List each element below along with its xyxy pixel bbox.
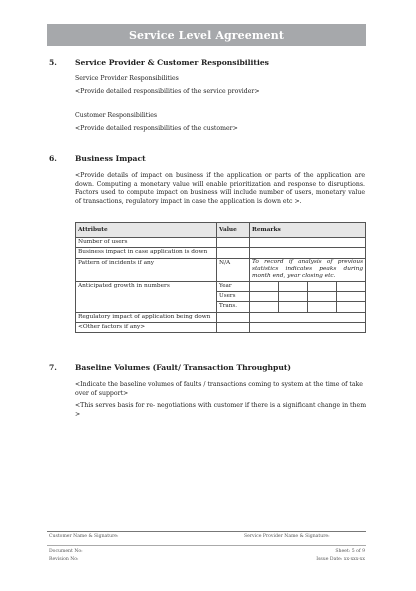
column-header-value: Value [217,223,250,238]
table-cell [279,292,308,302]
table-row [76,323,366,333]
table-cell [308,281,337,291]
section-6-number: 6. [49,154,57,163]
table-row [76,281,366,291]
customer-responsibilities-label: Customer Responsibilities [75,112,158,119]
growth-users-label: Users [217,292,250,302]
table-cell [250,238,366,248]
column-header-remarks: Remarks [250,223,366,238]
growth-year-label: Year [217,281,250,291]
table-header-row [76,223,366,238]
table-cell [337,302,366,312]
table-row [76,258,366,281]
renegotiation-note: <This serves basis for re- negotiations with customer if there is a significant change in them > [75,402,367,418]
table-cell [250,323,366,333]
table-cell [250,292,279,302]
row-label-growth: Anticipated growth in numbers [76,281,217,312]
page-title: Service Level Agreement [129,28,284,42]
table-row [76,248,366,258]
section-7-number: 7. [49,363,57,372]
business-impact-description: <Provide details of impact on business if the application or parts of the application are down. Computing a monetary value will enable prioritization and response to disruptions. Factors used to compute impact on business will include number of users, monetary value of transactions, regulatory impact in case the application is down etc >. [75,172,365,205]
section-6-title: Business Impact [75,154,146,163]
table-cell [337,292,366,302]
column-header-attribute: Attribute [76,223,217,238]
row-label-other: <Other factors if any> [76,323,217,333]
table-cell [217,238,250,248]
table-cell [217,312,250,322]
footer-mid-rule [47,545,366,546]
table-cell [217,248,250,258]
revision-number-label: Revision No: [49,557,79,562]
sp-responsibilities-label: Service Provider Responsibilities [75,75,179,82]
document-number-label: Document No: [49,549,83,554]
sheet-number: Sheet: 5 of 9 [335,549,365,554]
table-cell [308,302,337,312]
issue-date: Issue Date: xx-xxx-xx [316,557,365,562]
customer-signature-label: Customer Name & Signature: [49,534,119,539]
row-remark-pattern: To record if analysis of previous statistics indicates peaks during month end, year closing etc. [250,258,366,281]
row-label-pattern: Pattern of incidents if any [76,258,217,281]
provider-signature-label: Service Provider Name & Signature: [244,534,330,539]
growth-trans-label: Trans. [217,302,250,312]
section-5-number: 5. [49,58,57,67]
table-cell [250,312,366,322]
table-cell [279,281,308,291]
baseline-volumes-instruction: <Indicate the baseline volumes of faults / transactions coming to system at the time of take over of support> [75,381,363,397]
row-label-users: Number of users [76,238,217,248]
table-cell [250,248,366,258]
table-cell [250,302,279,312]
page-header-bar [47,24,366,46]
table-cell [308,292,337,302]
customer-responsibilities-placeholder: <Provide detailed responsibilities of the customer> [75,125,238,132]
row-label-impact-down: Business impact in case application is down [76,248,217,258]
row-label-regulatory: Regulatory impact of application being down [76,312,217,322]
row-value-pattern: N/A [217,258,250,281]
table-cell [279,302,308,312]
table-cell [337,281,366,291]
section-5-title: Service Provider & Customer Responsibilities [75,58,269,67]
table-row [76,312,366,322]
table-cell [217,323,250,333]
footer-top-rule [47,531,366,532]
section-7-title: Baseline Volumes (Fault/ Transaction Throughput) [75,363,291,372]
table-row [76,238,366,248]
sp-responsibilities-placeholder: <Provide detailed responsibilities of the service provider> [75,88,260,95]
table-cell [250,281,279,291]
business-impact-table [75,222,366,333]
